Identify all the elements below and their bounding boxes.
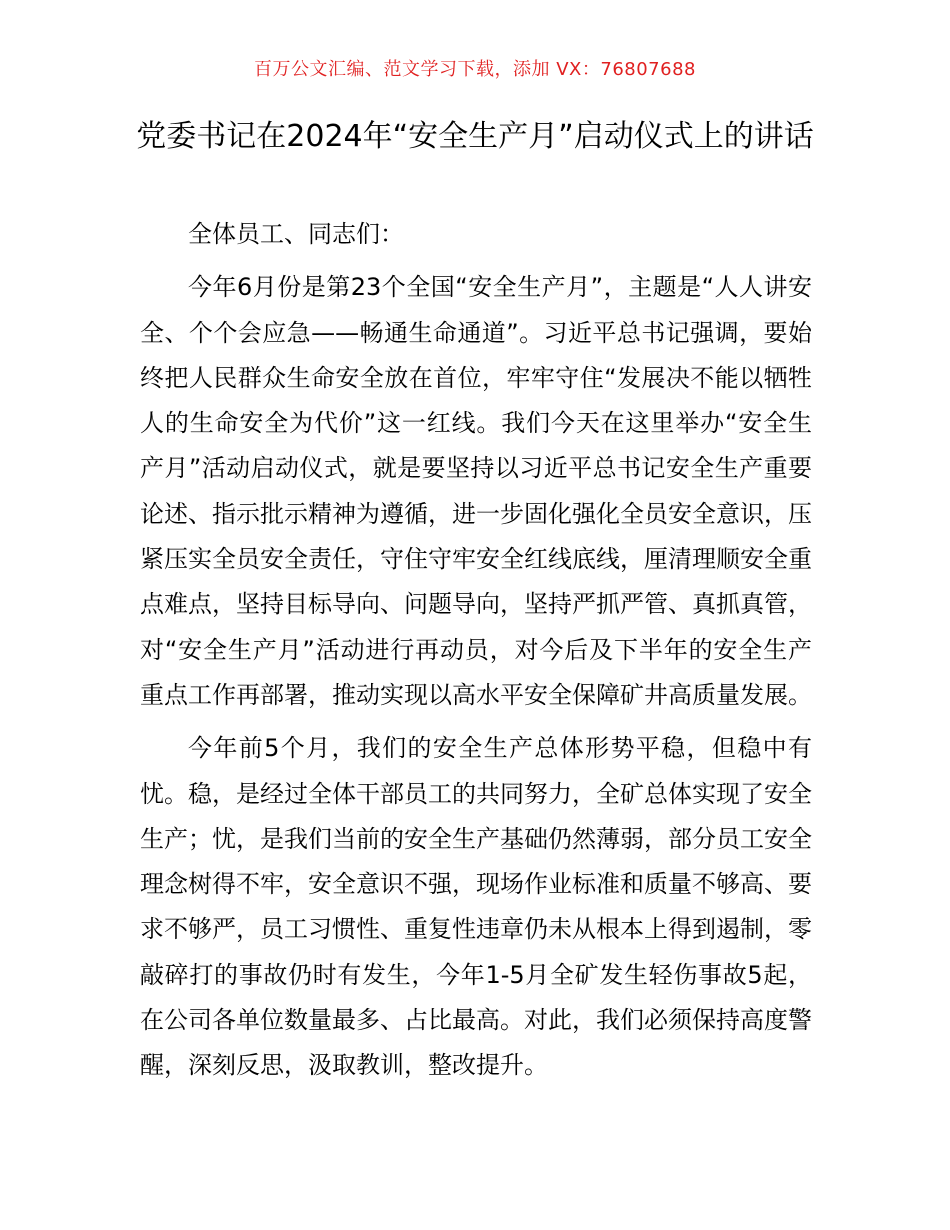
document-title: 党委书记在2024年“安全生产月”启动仪式上的讲话 (136, 119, 814, 154)
header-watermark-note: 百万公文汇编、范文学习下载，添加 VX：76807688 (254, 59, 696, 80)
document-body (140, 212, 812, 1097)
body-paragraph: 今年6月份是第23个全国“安全生产月”，主题是“人人讲安全、个个会应急——畅通生命通道”。习近平总书记强调，要始终把人民群众生命安全放在首位，牢牢守住“发展决不能以牺牲人的生命安全为代价”这一红线。我们今天在这里举办“安全生产月”活动启动仪式，就是要坚持以习近平总书记安全生产重要论述、指示批示精神为遵循，进一步固化强化全员安全意识，压紧压实全员安全责任，守住守牢安全红线底线，厘清理顺安全重点难点，坚持目标导向、问题导向，坚持严抓严管、真抓真管，对“安全生产月”活动进行再动员，对今后及下半年的安全生产重点工作再部署，推动实现以高水平安全保障矿井高质量发展。 (140, 273, 812, 709)
greeting-line: 全体员工、同志们： (188, 220, 404, 248)
body-paragraph: 今年前5个月，我们的安全生产总体形势平稳，但稳中有忧。稳，是经过全体干部员工的共同努力，全矿总体实现了安全生产；忧，是我们当前的安全生产基础仍然薄弱，部分员工安全理念树得不牢，安全意识不强，现场作业标准和质量不够高、要求不够严，员工习惯性、重复性违章仍未从根本上得到遏制，零敲碎打的事故仍时有发生，今年1-5月全矿发生轻伤事故5起，在公司各单位数量最多、占比最高。对此，我们必须保持高度警醒，深刻反思，汲取教训，整改提升。 (140, 734, 812, 1080)
